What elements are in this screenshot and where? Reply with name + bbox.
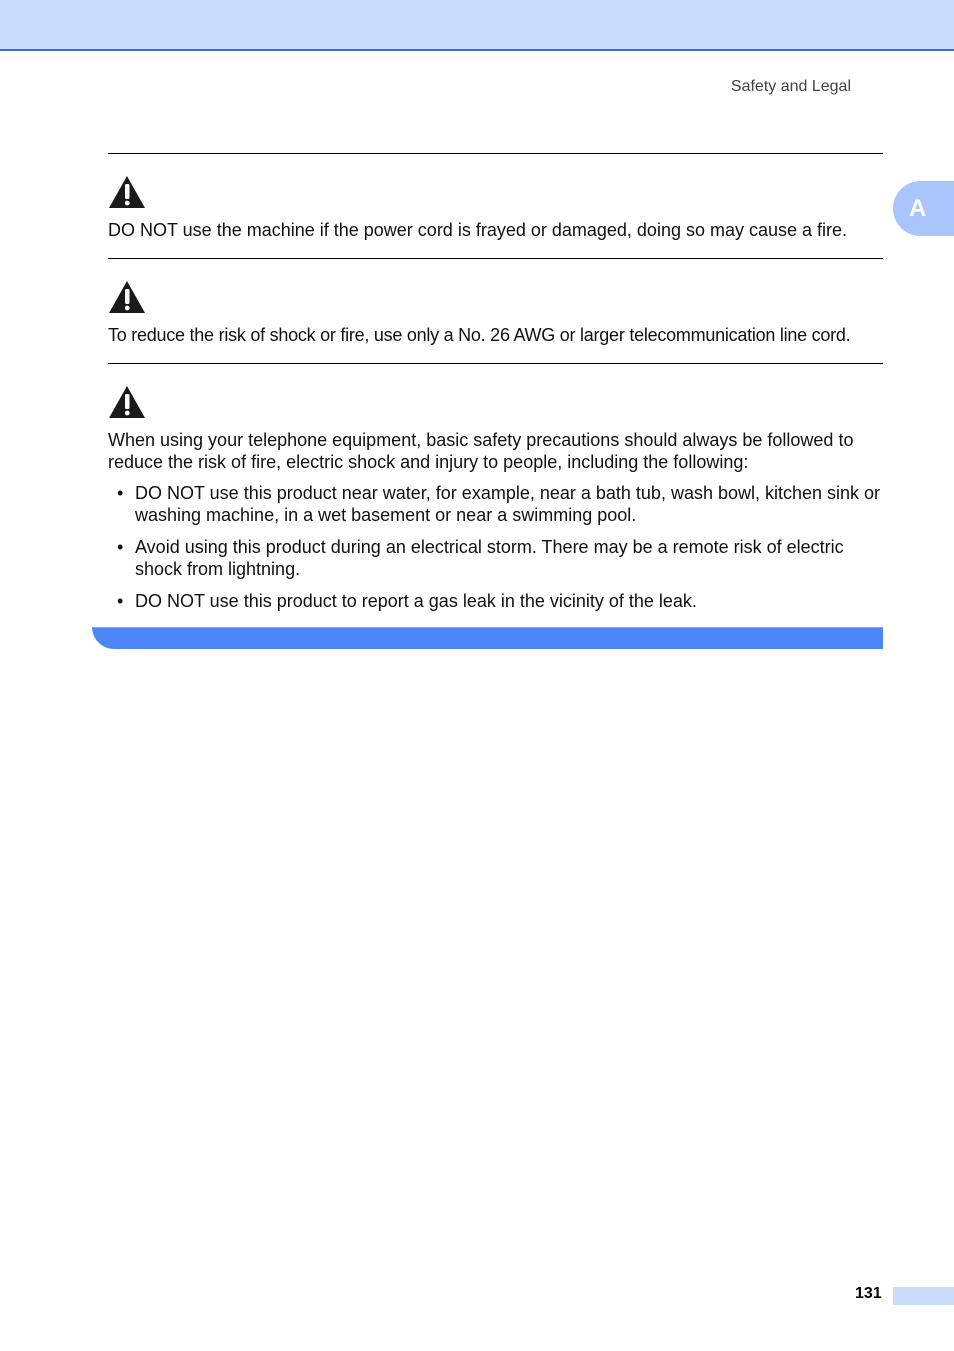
list-item-text: DO NOT use this product near water, for example, near a bath tub, wash bowl, kitchen sink or washing machine, in a wet basement or near a swimming pool. [135, 483, 881, 525]
header-band [0, 0, 954, 51]
section-divider [108, 363, 883, 364]
footer-tab [893, 1287, 954, 1305]
section-divider [108, 153, 883, 154]
running-header-title: Safety and Legal [730, 78, 851, 95]
warning-triangle-icon [108, 385, 146, 419]
list-item [108, 536, 884, 580]
list-item-text: DO NOT use this product to report a gas leak in the vicinity of the leak. [135, 591, 697, 611]
list-item [108, 482, 884, 526]
warning-text: DO NOT use the machine if the power cord is frayed or damaged, doing so may cause a fire. [108, 220, 848, 240]
list-item [108, 590, 884, 612]
bullet-dot: • [117, 483, 124, 503]
bullet-dot: • [117, 591, 124, 611]
list-item-text: Avoid using this product during an electrical storm. There may be a remote risk of electric shock from lightning. [135, 537, 844, 579]
precautions-list [108, 482, 884, 622]
warning-text: To reduce the risk of shock or fire, use only a No. 26 AWG or larger telecommunication line cord. [108, 325, 851, 345]
chapter-letter: A [909, 195, 927, 222]
warning-triangle-icon [108, 280, 146, 314]
bullet-dot: • [117, 537, 124, 557]
section-divider [108, 258, 883, 259]
chapter-tab [893, 181, 954, 236]
warning-text: When using your telephone equipment, basic safety precautions should always be followed to reduce the risk of fire, electric shock and injury to people, including the following: [108, 430, 854, 472]
section-end-bar [92, 627, 883, 649]
warning-triangle-icon [108, 175, 146, 209]
page-number: 131 [855, 1285, 882, 1302]
